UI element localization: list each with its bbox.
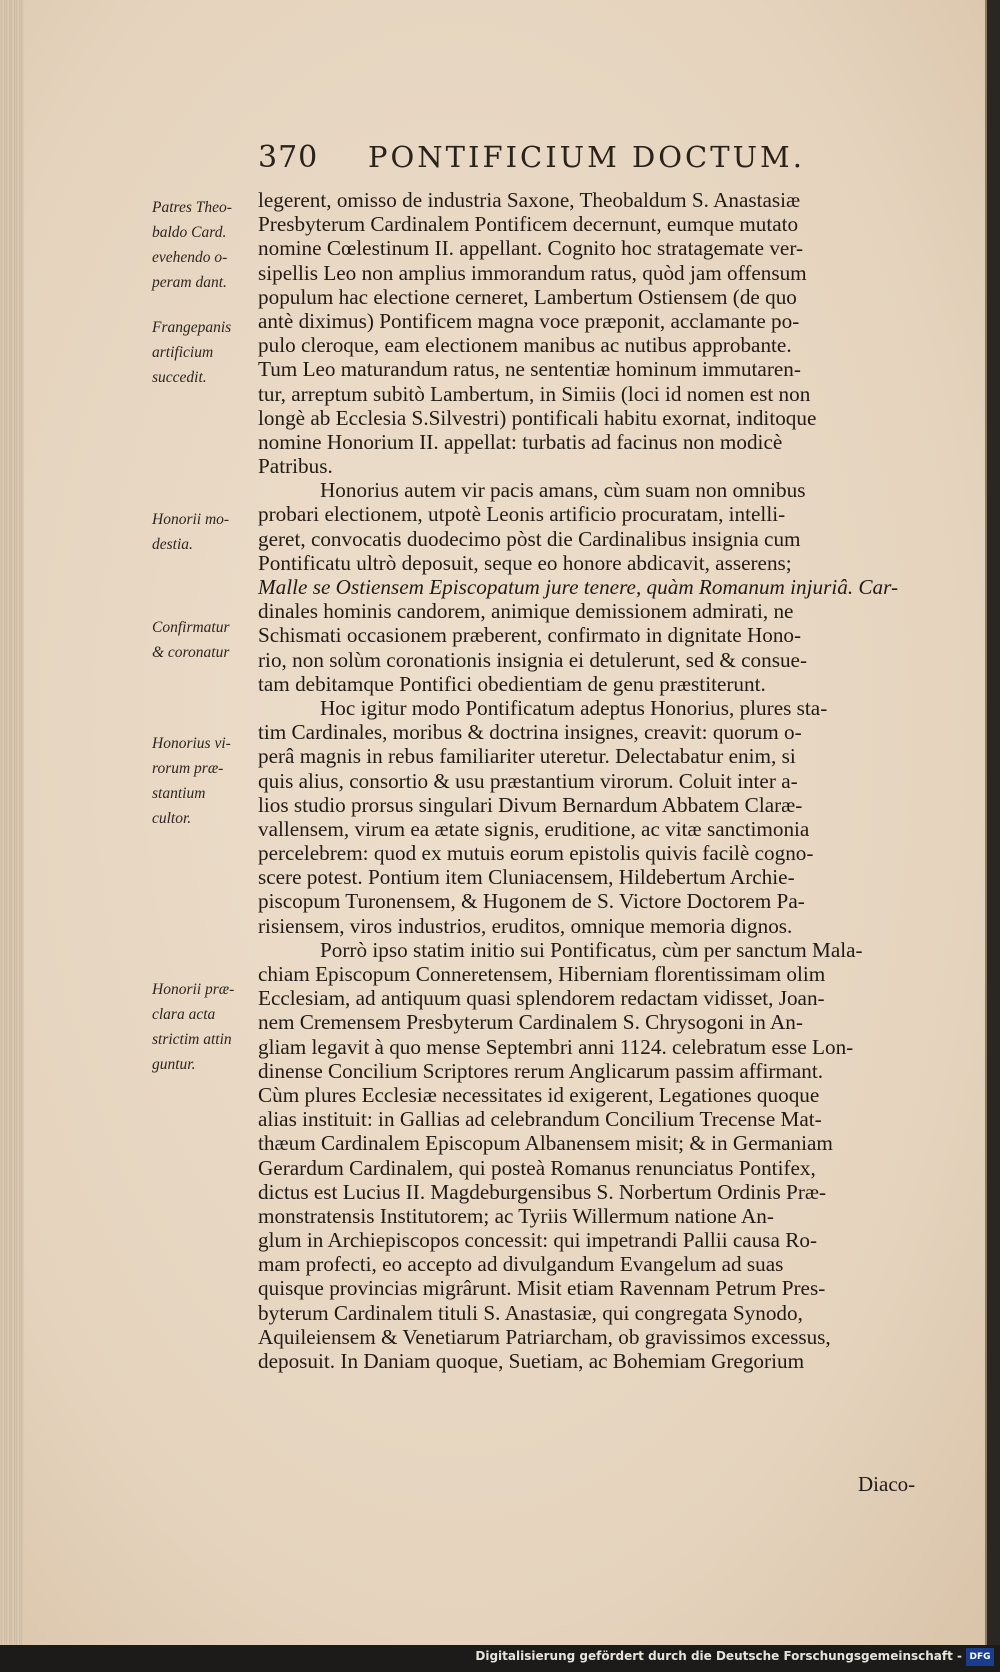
text-line: Pontificatu ultrò deposuit, seque eo honore abdicavit, asserens; <box>258 550 792 575</box>
text-line: Cùm plures Ecclesiæ necessitates id exigerent, Legationes quoque <box>258 1082 820 1107</box>
footer-credit: Digitalisierung gefördert durch die Deutsche Forschungsgemeinschaft - <box>475 1649 962 1663</box>
margin-note <box>152 195 257 295</box>
text-line: dinense Concilium Scriptores rerum Anglicarum passim affirmant. <box>258 1058 824 1083</box>
text-line: tim Cardinales, moribus & doctrina insignes, creavit: quorum o- <box>258 720 802 745</box>
page-number: 370 <box>258 140 319 175</box>
text-line: Malle se Ostiensem Episcopatum jure tenere, quàm Romanum injuriâ. Car- <box>258 575 899 599</box>
text-line: probari electionem, utpotè Leonis artificio procuratam, intelli- <box>258 502 786 527</box>
text-line: Schismati occasionem præberent, confirmato in dignitate Hono- <box>258 623 802 648</box>
running-title: PONTIFICIUM DOCTUM. <box>368 140 805 174</box>
text-line: monstratensis Institutorem; ac Tyriis Willermum natione An- <box>258 1203 774 1228</box>
running-header <box>258 140 958 180</box>
margin-note-line: guntur. <box>152 1056 196 1073</box>
dfg-logo-icon: DFG <box>966 1648 994 1666</box>
text-line: longè ab Ecclesia S.Silvestri) pontificali habitu exornat, inditoque <box>258 405 817 430</box>
text-line: Aquileiensem & Venetiarum Patriarcham, ob gravissimos excessus, <box>258 1324 831 1349</box>
text-line: percelebrem: quod ex mutuis eorum epistolis quivis facilè cogno- <box>258 841 814 866</box>
margin-note-line: evehendo o- <box>152 249 228 266</box>
margin-note-line: succedit. <box>152 369 207 386</box>
text-line: risiensem, viros industrios, eruditos, omnique memoria dignos. <box>258 913 793 938</box>
margin-note-line: Frangepanis <box>152 319 232 336</box>
text-line: dictus est Lucius II. Magdeburgensibus S. Norbertum Ordinis Præ- <box>258 1179 827 1204</box>
text-line: geret, convocatis duodecimo pòst die Cardinalibus insignia cum <box>258 526 801 551</box>
margin-note-line: baldo Card. <box>152 224 227 241</box>
margin-note-line: cultor. <box>152 810 192 827</box>
margin-note-line: & coronatur <box>152 644 230 661</box>
text-line: nomine Cœlestinum II. appellant. Cognito hoc stratagemate ver- <box>258 236 804 261</box>
text-line: lios studio prorsus singulari Divum Bernardum Abbatem Claræ- <box>258 792 803 817</box>
margin-note-line: rorum præ- <box>152 760 224 777</box>
text-line: Hoc igitur modo Pontificatum adeptus Honorius, plures sta- <box>320 695 828 720</box>
margin-note-line: stantium <box>152 785 206 802</box>
text-line: antè diximus) Pontificem magna voce præponit, acclamante po- <box>258 308 800 333</box>
margin-note-line: Honorius vi- <box>152 735 231 752</box>
margin-note-line: clara acta <box>152 1006 216 1023</box>
margin-note-line: Honorii mo- <box>152 511 230 528</box>
text-line: piscopum Turonensem, & Hugonem de S. Victore Doctorem Pa- <box>258 889 805 914</box>
text-line: perâ magnis in rebus familiariter uteretur. Delectabatur enim, si <box>258 744 796 769</box>
text-line: thæum Cardinalem Episcopum Albanensem misit; & in Germaniam <box>258 1131 833 1156</box>
margin-note-line: strictim attin <box>152 1031 232 1048</box>
text-line: alias instituit: in Gallias ad celebrandum Concilium Trecense Mat- <box>258 1107 822 1132</box>
text-line: dinales hominis candorem, animique demissionem admirati, ne <box>258 599 794 624</box>
text-line: pulo cleroque, eam electionem manibus ac nutibus approbante. <box>258 333 792 358</box>
text-line: deposuit. In Daniam quoque, Suetiam, ac Bohemiam Gregorium <box>258 1349 805 1373</box>
margin-note-line: Confirmatur <box>152 619 230 636</box>
text-line: tam debitamque Pontifici obedientiam de genu præstiterunt. <box>258 671 766 696</box>
margin-note <box>152 315 257 390</box>
margin-note-line: peram dant. <box>152 274 227 291</box>
text-line: mam profecti, eo accepto ad divulgandum Evangelum ad suas <box>258 1252 784 1277</box>
text-line: populum hac electione cerneret, Lambertum Ostiensem (de quo <box>258 284 797 309</box>
text-line: scere potest. Pontium item Cluniacensem, Hildebertum Archie- <box>258 865 795 890</box>
text-line: nem Cremensem Presbyterum Cardinalem S. Chrysogoni in An- <box>258 1010 803 1035</box>
text-line: vallensem, virum ea ætate signis, eruditione, ac vitæ sanctimonia <box>258 816 810 841</box>
body-text <box>258 188 898 1373</box>
text-line: chiam Episcopum Conneretensem, Hiberniam florentissimam olim <box>258 962 826 986</box>
text-line: Ecclesiam, ad antiquum quasi splendorem redactam vidisset, Joan- <box>258 986 825 1011</box>
margin-note-line: destia. <box>152 536 193 553</box>
margin-note-line: Patres Theo- <box>152 199 232 216</box>
text-line: glum in Archiepiscopos concessit: qui impetrandi Pallii causa Ro- <box>258 1228 818 1253</box>
text-line: Gerardum Cardinalem, qui posteà Romanus renunciatus Pontifex, <box>258 1155 816 1180</box>
text-line: quisque provincias migrârunt. Misit etiam Ravennam Petrum Pres- <box>258 1276 826 1301</box>
margin-note-line: artificium <box>152 344 214 361</box>
margin-note <box>152 731 257 831</box>
margin-note <box>152 507 257 557</box>
text-line: Patribus. <box>258 454 333 479</box>
margin-note <box>152 615 257 665</box>
text-line: Honorius autem vir pacis amans, cùm suam non omnibus <box>320 478 806 503</box>
margin-note-line: Honorii præ- <box>152 981 235 998</box>
text-line: Porrò ipso statim initio sui Pontificatus, cùm per sanctum Mala- <box>320 937 863 962</box>
text-line: rio, non solùm coronationis insignia ei detulerunt, sed & consue- <box>258 647 808 672</box>
catchword: Diaco- <box>858 1472 916 1496</box>
footer-bar <box>0 1645 1000 1672</box>
text-line: sipellis Leo non amplius immorandum ratus, quòd jam offensum <box>258 260 807 285</box>
page-stack-edges <box>0 0 25 1645</box>
text-line: tur, arreptum subitò Lambertum, in Simiis (loci id nomen est non <box>258 381 811 406</box>
text-line: byterum Cardinalem tituli S. Anastasiæ, qui congregata Synodo, <box>258 1300 803 1325</box>
text-line: nomine Honorium II. appellat: turbatis ad facinus non modicè <box>258 429 783 454</box>
margin-note <box>152 977 257 1077</box>
text-line: legerent, omisso de industria Saxone, Theobaldum S. Anastasiæ <box>258 188 801 212</box>
text-line: gliam legavit à quo mense Septembri anni 1124. celebratum esse Lon- <box>258 1034 854 1059</box>
text-line: Presbyterum Cardinalem Pontificem decernunt, eumque mutato <box>258 212 799 237</box>
text-line: quis alius, consortio & usu præstantium virorum. Coluit inter a- <box>258 768 798 793</box>
text-line: Tum Leo maturandum ratus, ne sententiæ hominum immutaren- <box>258 357 801 382</box>
